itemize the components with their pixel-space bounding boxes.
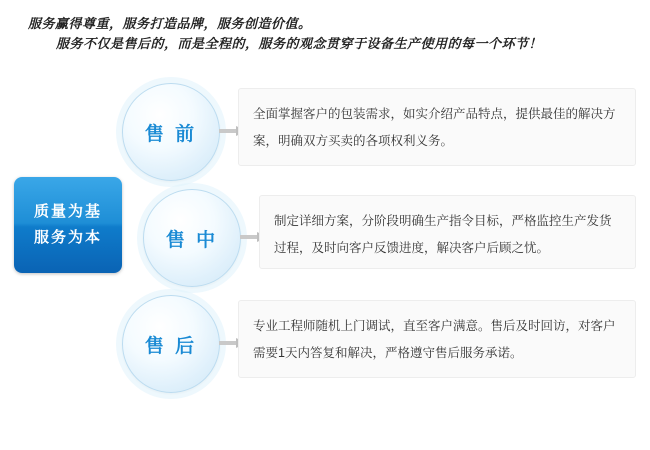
stage-description-pre-sales: 全面掌握客户的包装需求，如实介绍产品特点，提供最佳的解决方案，明确双方买卖的各项权利义务。 xyxy=(238,88,636,166)
stage-circle-label: 售 后 xyxy=(144,335,198,357)
arrow-shaft xyxy=(219,341,237,345)
core-value-line-1: 质量为基 xyxy=(33,203,102,220)
stage-circle-pre-sales xyxy=(122,83,220,181)
stage-circle-label: 售 前 xyxy=(144,123,198,145)
stage-description-in-sales: 制定详细方案，分阶段明确生产指令目标，严格监控生产发货过程，及时向客户反馈进度，解决客户后顾之忧。 xyxy=(259,195,636,269)
stage-circle-label: 售 中 xyxy=(165,229,219,251)
stage-circle-after-sales xyxy=(122,295,220,393)
intro-line-2: 服务不仅是售后的，而是全程的，服务的观念贯穿于设备生产使用的每一个环节！ xyxy=(56,36,543,51)
intro-line-1: 服务赢得尊重，服务打造品牌，服务创造价值。 xyxy=(28,16,312,31)
intro-text-block xyxy=(28,14,628,54)
arrow-shaft xyxy=(219,129,237,133)
arrow-shaft xyxy=(240,235,258,239)
core-value-block xyxy=(14,177,122,273)
core-value-line-2: 服务为本 xyxy=(33,229,102,246)
stage-description-after-sales: 专业工程师随机上门调试，直至客户满意。售后及时回访，对客户需要1天内答复和解决，严格遵守售后服务承诺。 xyxy=(238,300,636,378)
stage-circle-in-sales xyxy=(143,189,241,287)
